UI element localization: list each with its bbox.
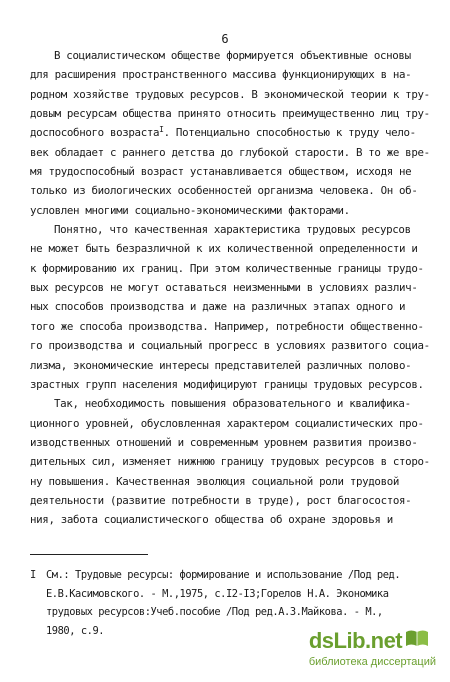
footnote-line: Е.В.Касимовского. - М.,1975, с.I2-I3;Горелов Н.А. Экономика: [46, 587, 389, 600]
open-book-icon: [404, 627, 430, 649]
text-line: родном хозяйстве трудовых ресурсов. В экономической теории к тру-: [30, 87, 430, 101]
text-line: вых ресурсов не могут оставаться неизменными в условиях различ-: [30, 281, 418, 295]
text-line: век обладает с раннего детства до глубокой старости. В то же вре-: [30, 145, 430, 159]
footnote-line: 1980, с.9.: [46, 624, 105, 637]
text-line: условлен многими социально-экономическими факторами.: [30, 203, 350, 217]
footnote-mark: I: [30, 569, 36, 581]
text-line: зрастных групп населения модифицируют границы трудовых ресурсов.: [30, 377, 424, 391]
text-line: не может быть безразличной к их количественной определенности и: [30, 242, 418, 256]
text-line: дительных сил, изменяет нижнюю границу трудовых ресурсов в сторо-: [30, 455, 430, 469]
text-line: лизма, экономические интересы представителей различных полово-: [30, 358, 412, 372]
text-line: доспособного возраста$^I$. Потенциально способностью к труду чело-: [30, 125, 416, 140]
footnote-divider: [30, 554, 148, 555]
footnote-line: I См.: Трудовые ресурсы: формирование и использование /Под ред.: [30, 566, 430, 585]
text-line: ционного уровней, обусловленная характером социалистических про-: [30, 416, 424, 430]
body-text: [30, 46, 430, 530]
text-line: Понятно, что качественная характеристика трудовых ресурсов: [54, 223, 411, 237]
footnote-reference: I: [159, 125, 164, 135]
watermark[interactable]: [309, 629, 436, 668]
text-line: деятельности (развитие потребности в труде), рост благосостоя-: [30, 493, 412, 507]
text-line: к формированию их границ. При этом количественные границы трудо-: [30, 261, 424, 275]
text-line: го производства и социальный прогресс в условиях развитого социа-: [30, 339, 430, 353]
text-line: довым ресурсам общества принято относить преимущественно лиц тру-: [30, 107, 430, 121]
text-line: мя трудоспособный возраст устанавливается обществом, исходя не: [30, 165, 412, 179]
text-line: ну повышения. Качественная эволюция социальной роли трудовой: [30, 474, 400, 488]
text-line: ния, забота социалистического общества об охране здоровья и: [30, 513, 393, 527]
text-line: только из биологических особенностей организма человека. Он об-: [30, 184, 418, 198]
text-line: для расширения пространственного массива функционирующих в на-: [30, 68, 412, 82]
page-number: 6: [221, 32, 229, 46]
text-line: ных способов производства и даже на различных этапах одного и: [30, 300, 406, 314]
text-line: В социалистическом обществе формируется объективные основы: [54, 49, 411, 62]
watermark-subtitle: библиотека диссертаций: [308, 656, 436, 668]
text-line: того же способа производства. Например, потребности общественно-: [30, 319, 424, 333]
watermark-logo: dsLib.net: [308, 628, 403, 653]
footnote-line: трудовых ресурсов:Учеб.пособие /Под ред.А.З.Майкова. - М.,: [46, 606, 383, 619]
text-line: Так, необходимость повышения образовательного и квалифика-: [54, 397, 411, 411]
text-line: изводственных отношений и современным уровнем развития произво-: [30, 435, 418, 449]
